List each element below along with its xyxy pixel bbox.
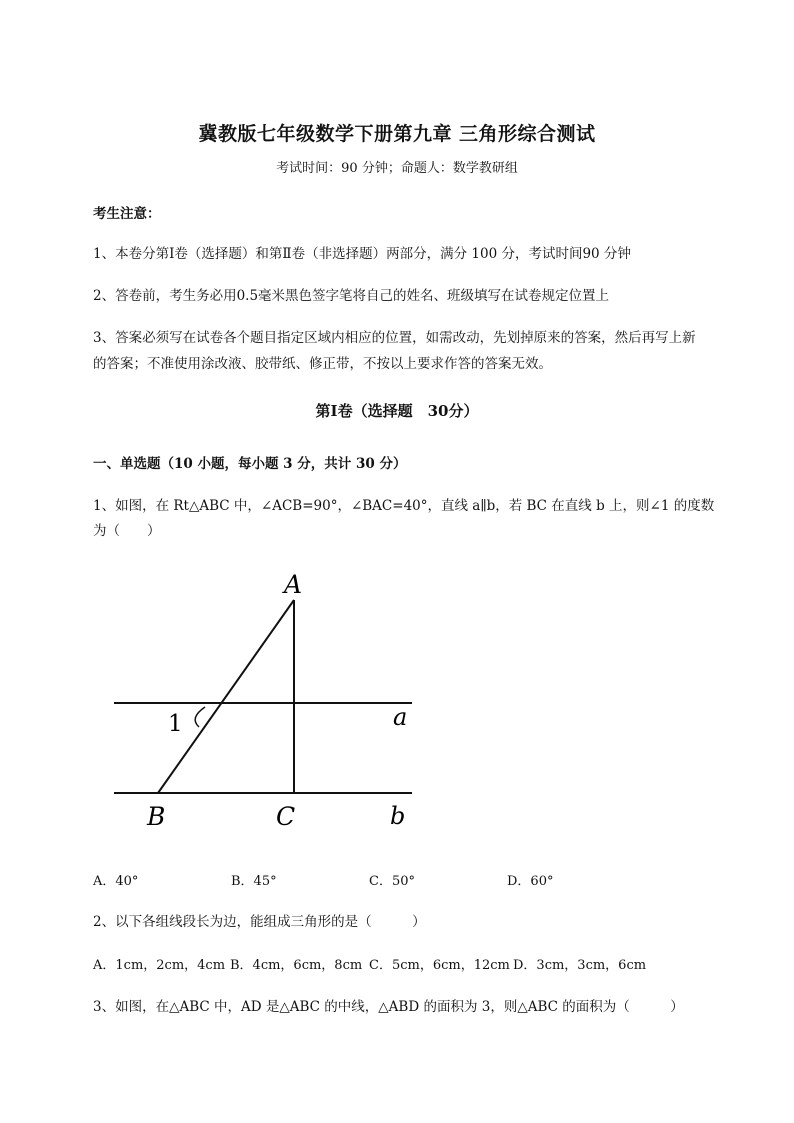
label-a-vertex: A — [284, 570, 303, 599]
label-b-vertex: B — [147, 802, 166, 831]
angle-1-arc — [195, 707, 205, 727]
question-3-text: 3、如图，在△ABC 中，AD 是△ABC 的中线，△ABD 的面积为 3，则△ABC 的面积为（ ） — [93, 999, 684, 1015]
part1-title: 第Ⅰ卷（选择题 30分） — [315, 402, 479, 420]
segment-ab — [158, 600, 294, 793]
question-1-figure — [0, 560, 794, 840]
label-line-a: a — [393, 703, 408, 731]
notice-item-3: 3、答案必须写在试卷各个题目指定区域内相应的位置，如需改动，先划掉原来的答案，然后再写上新 — [93, 330, 696, 346]
section-heading: 一、单选题（10 小题，每小题 3 分，共计 30 分） — [93, 456, 407, 472]
question-2-text: 2、以下各组线段长为边，能组成三角形的是（ ） — [93, 914, 426, 930]
question-2-option-b[interactable]: B．4cm，6cm，8cm — [230, 958, 363, 973]
question-2-option-a[interactable]: A．1cm，2cm，4cm — [93, 958, 226, 973]
notice-item-3-cont: 的答案；不准使用涂改液、胶带纸、修正带，不按以上要求作答的答案无效。 — [93, 356, 552, 372]
question-2-option-c[interactable]: C．5cm，6cm，12cm — [369, 958, 510, 973]
question-1-text: 1、如图，在 Rt△ABC 中，∠ACB=90°，∠BAC=40°，直线 a∥b，若 BC 在直线 b 上，则∠1 的度数 — [93, 498, 715, 514]
exam-info: 考试时间：90 分钟；命题人：数学教研组 — [276, 161, 518, 176]
notice-heading: 考生注意： — [93, 206, 161, 222]
page-title: 冀教版七年级数学下册第九章 三角形综合测试 — [198, 123, 596, 145]
question-1-option-d[interactable]: D．60° — [507, 874, 554, 889]
question-1-option-c[interactable]: C．50° — [369, 874, 415, 889]
question-1-option-b[interactable]: B．45° — [231, 874, 277, 889]
label-angle-1: 1 — [168, 711, 183, 737]
notice-item-1: 1、本卷分第Ⅰ卷（选择题）和第Ⅱ卷（非选择题）两部分，满分 100 分，考试时间90 分钟 — [93, 246, 631, 262]
question-2-options — [0, 954, 794, 974]
question-1-option-a[interactable]: A．40° — [93, 874, 139, 889]
notice-item-2: 2、答卷前，考生务必用0.5毫米黑色签字笔将自己的姓名、班级填写在试卷规定位置上 — [93, 288, 610, 304]
question-1-text-cont: 为（ ） — [93, 523, 161, 539]
question-2-option-d[interactable]: D．3cm，3cm，6cm — [513, 958, 647, 973]
question-1-options — [0, 870, 794, 890]
label-line-b: b — [390, 802, 406, 830]
label-c-vertex: C — [276, 802, 296, 831]
